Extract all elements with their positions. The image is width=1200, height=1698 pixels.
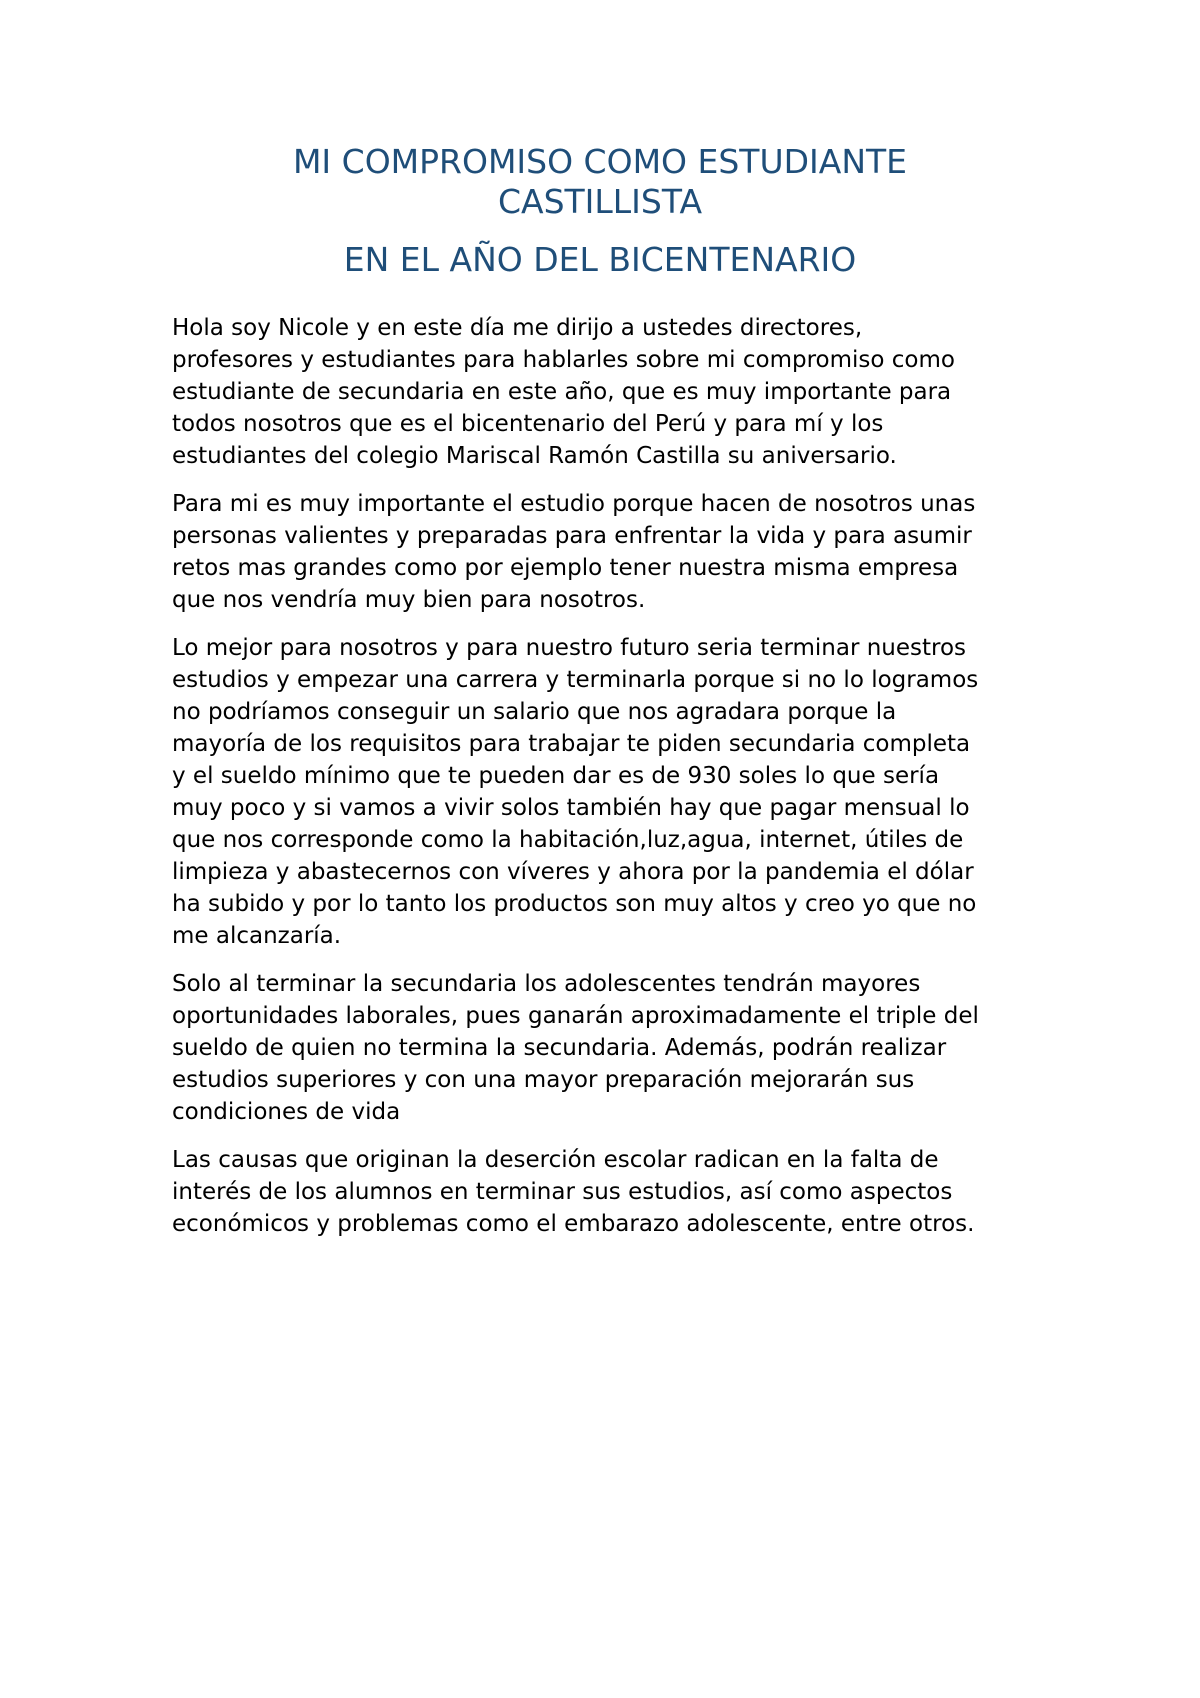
text-line: muy poco y si vamos a vivir solos también hay que pagar mensual lo: [172, 795, 970, 821]
text-line: mayoría de los requisitos para trabajar te piden secundaria completa: [172, 731, 971, 757]
text-line: ha subido y por lo tanto los productos son muy altos y creo yo que no: [172, 891, 977, 917]
text-line: Hola soy Nicole y en este día me dirijo a ustedes directores,: [172, 315, 863, 341]
text-line: económicos y problemas como el embarazo adolescente, entre otros.: [172, 1211, 975, 1237]
text-line: Solo al terminar la secundaria los adolescentes tendrán mayores: [172, 971, 921, 997]
text-line: estudiante de secundaria en este año, que es muy importante para: [172, 379, 952, 405]
paragraph-3: [172, 632, 1052, 952]
text-line: limpieza y abastecernos con víveres y ahora por la pandemia el dólar: [172, 859, 974, 885]
paragraph-2: [172, 488, 1052, 616]
text-line: Lo mejor para nosotros y para nuestro futuro seria terminar nuestros: [172, 635, 967, 661]
text-line: que nos vendría muy bien para nosotros.: [172, 587, 646, 613]
text-line: oportunidades laborales, pues ganarán aproximadamente el triple del: [172, 1003, 979, 1029]
text-line: estudios superiores y con una mayor preparación mejorarán sus: [172, 1067, 915, 1093]
paragraph-4: [172, 968, 1052, 1128]
text-line: no podríamos conseguir un salario que nos agradara porque la: [172, 699, 897, 725]
document-body: [172, 312, 1052, 1256]
text-line: sueldo de quien no termina la secundaria. Además, podrán realizar: [172, 1035, 947, 1061]
title-line-2: CASTILLISTA: [497, 182, 703, 221]
text-line: estudiantes del colegio Mariscal Ramón Castilla su aniversario.: [172, 443, 897, 469]
paragraph-1: [172, 312, 1052, 472]
title-block: [150, 142, 1050, 280]
text-line: estudios y empezar una carrera y terminarla porque si no lo logramos: [172, 667, 979, 693]
title-line-1: MI COMPROMISO COMO ESTUDIANTE: [292, 142, 908, 181]
paragraph-5: [172, 1144, 1052, 1240]
text-line: Las causas que originan la deserción escolar radican en la falta de: [172, 1147, 939, 1173]
text-line: interés de los alumnos en terminar sus estudios, así como aspectos: [172, 1179, 953, 1205]
text-line: retos mas grandes como por ejemplo tener nuestra misma empresa: [172, 555, 959, 581]
text-line: todos nosotros que es el bicentenario del Perú y para mí y los: [172, 411, 884, 437]
document-subtitle: EN EL AÑO DEL BICENTENARIO: [343, 240, 857, 279]
text-line: personas valientes y preparadas para enfrentar la vida y para asumir: [172, 523, 972, 549]
text-line: me alcanzaría.: [172, 923, 342, 949]
text-line: Para mi es muy importante el estudio porque hacen de nosotros unas: [172, 491, 976, 517]
text-line: que nos corresponde como la habitación,luz,agua, internet, útiles de: [172, 827, 964, 853]
text-line: y el sueldo mínimo que te pueden dar es de 930 soles lo que sería: [172, 763, 940, 789]
document-title: [150, 142, 1050, 222]
text-line: profesores y estudiantes para hablarles sobre mi compromiso como: [172, 347, 955, 373]
text-line: condiciones de vida: [172, 1099, 401, 1125]
